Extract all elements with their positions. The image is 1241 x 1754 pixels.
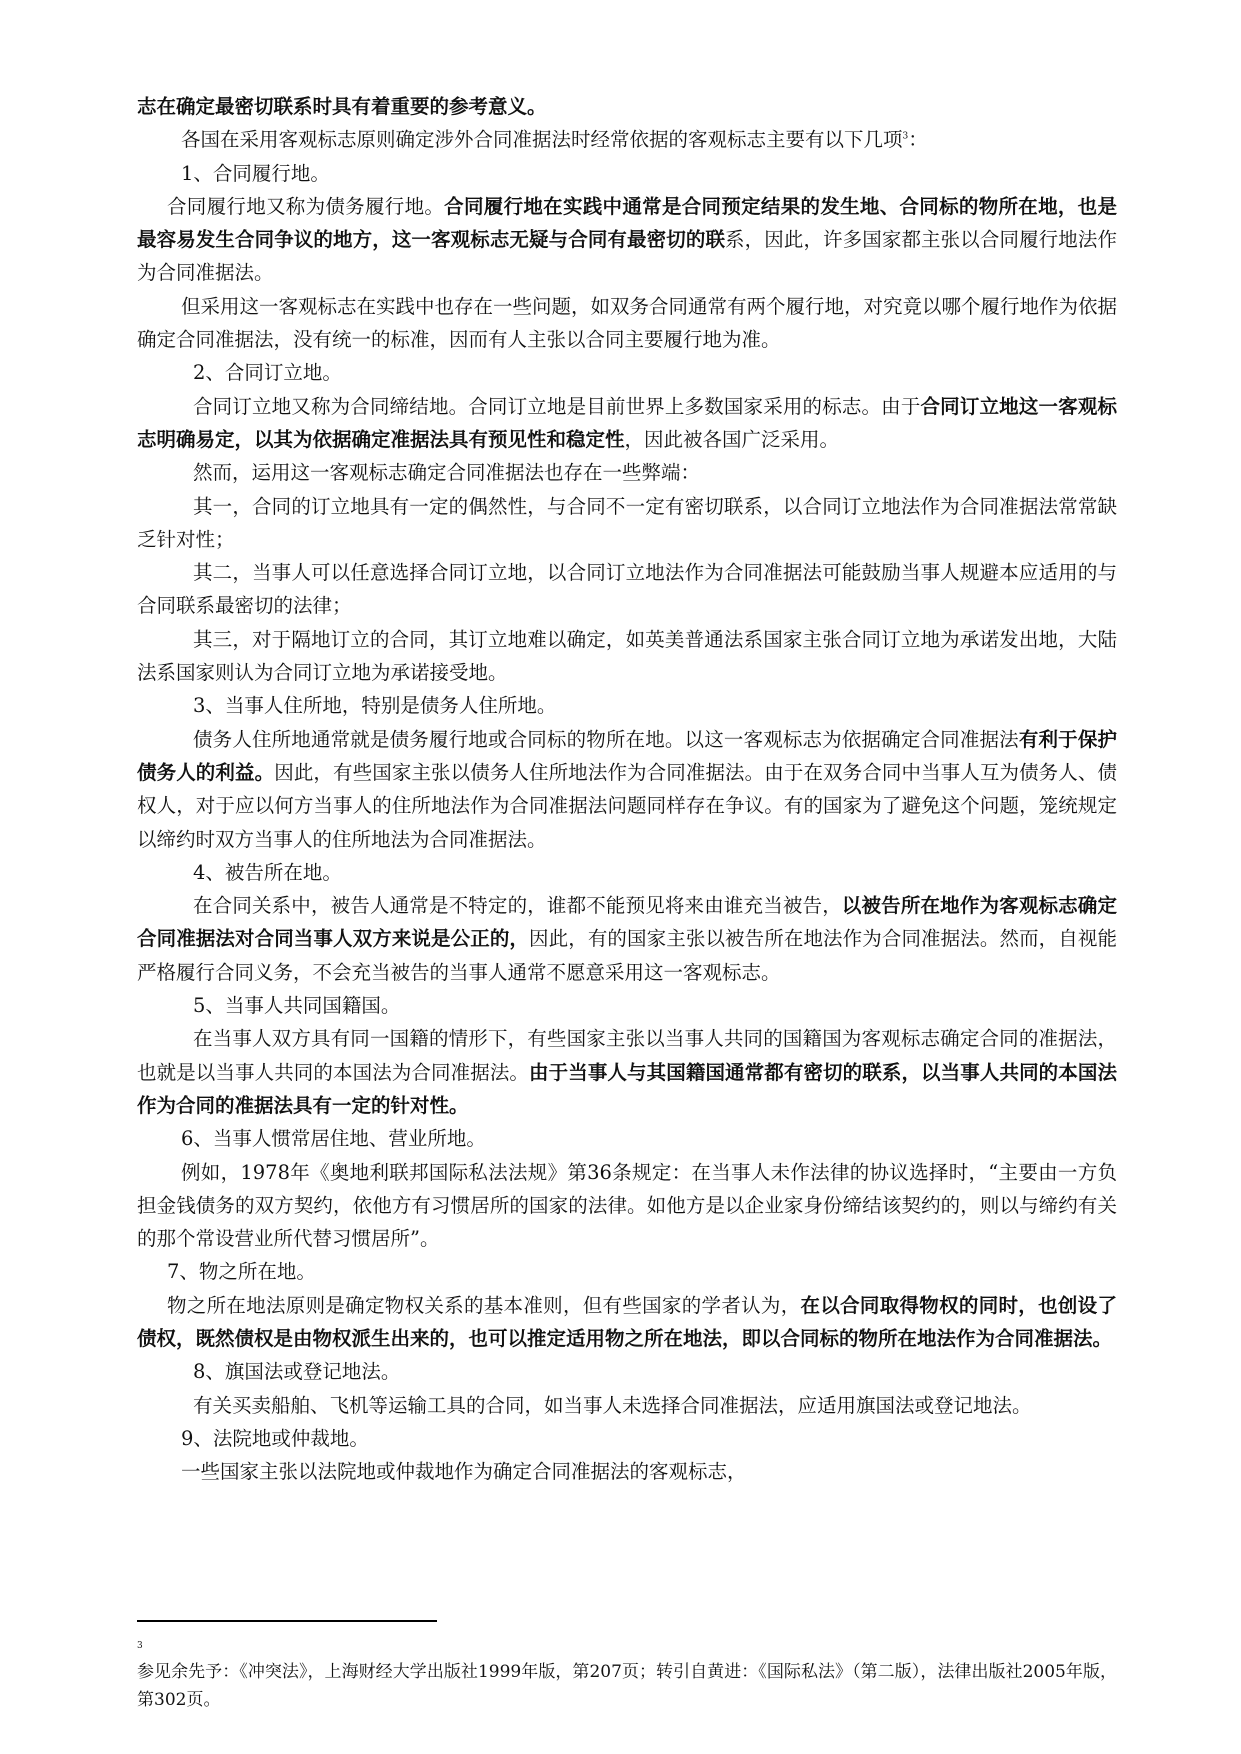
bold-text: 以被告所在地作为客观标志确定合同准据法对合同当事人双方来说是公正的， xyxy=(137,894,1117,951)
text-run: 7、物之所在地。 xyxy=(167,1260,316,1284)
text-run: 2、合同订立地。 xyxy=(193,361,342,385)
paragraph xyxy=(137,90,1117,123)
paragraph xyxy=(137,490,1117,557)
text-run: 8、旗国法或登记地法。 xyxy=(193,1360,401,1384)
paragraph xyxy=(137,1289,1117,1356)
paragraph xyxy=(137,456,1117,489)
paragraph xyxy=(137,190,1117,290)
text-run: 一些国家主张以法院地或仲裁地作为确定合同准据法的客观标志， xyxy=(181,1460,747,1484)
paragraph xyxy=(137,1389,1117,1422)
text-run: 在当事人双方具有同一国籍的情形下，有些国家主张以当事人共同的国籍国为客观标志确定合同的准据法，也就是以当事人共同的本国法为合同准据法。 xyxy=(137,1027,1117,1084)
footnote-mark: 3 xyxy=(137,1641,143,1651)
text-run: 系，因此，许多国家都主张以合同履行地法作为合同准据法。 xyxy=(137,228,1117,285)
text-run: 在合同关系中，被告人通常是不特定的，谁都不能预见将来由谁充当被告， xyxy=(193,894,842,918)
text-run: 1、合同履行地。 xyxy=(181,161,330,185)
paragraph xyxy=(137,1455,1117,1488)
text-run: 其一，合同的订立地具有一定的偶然性，与合同不一定有密切联系，以合同订立地法作为合同准据法常常缺乏针对性； xyxy=(137,494,1117,551)
text-run: 9、法院地或仲裁地。 xyxy=(181,1426,369,1450)
footnote-text: 参见余先予：《冲突法》，上海财经大学出版社1999年版，第207页；转引自黄进：《国际私法》（第二版），法律出版社2005年版，第302页。 xyxy=(137,1662,1117,1710)
paragraph xyxy=(137,723,1117,856)
paragraph xyxy=(137,1355,1117,1388)
bold-text: 有利于保护债务人的利益。 xyxy=(137,727,1117,784)
text-run: 物之所在地法原则是确定物权关系的基本准则，但有些国家的学者认为， xyxy=(167,1293,801,1317)
text-run: 因此，有的国家主张以被告所在地法作为合同准据法。然而，自视能严格履行合同义务，不会充当被告的当事人通常不愿意采用这一客观标志。 xyxy=(137,927,1117,984)
bold-text: 由于当事人与其国籍国通常都有密切的联系，以当事人共同的本国法作为合同的准据法具有一定的针对性。 xyxy=(137,1060,1117,1117)
bold-text: 在以合同取得物权的同时，也创设了债权，既然债权是由物权派生出来的，也可以推定适用物之所在地法，即以合同标的物所在地法作为合同准据法。 xyxy=(137,1293,1117,1350)
paragraph xyxy=(137,556,1117,623)
text-run: 各国在采用客观标志原则确定涉外合同准据法时经常依据的客观标志主要有以下几项 xyxy=(181,128,903,152)
paragraph xyxy=(137,123,1117,156)
text-run: 其三，对于隔地订立的合同，其订立地难以确定，如英美普通法系国家主张合同订立地为承诺发出地，大陆法系国家则认为合同订立地为承诺接受地。 xyxy=(137,627,1117,685)
text-run: 有关买卖船舶、飞机等运输工具的合同，如当事人未选择合同准据法，应适用旗国法或登记地法。 xyxy=(193,1393,1032,1417)
paragraph xyxy=(137,157,1117,190)
text-run: 5、当事人共同国籍国。 xyxy=(193,994,401,1018)
paragraph xyxy=(137,1422,1117,1455)
paragraph xyxy=(137,390,1117,457)
footnote-ref: 3 xyxy=(902,131,909,142)
paragraph xyxy=(137,623,1117,690)
paragraph xyxy=(137,1156,1117,1256)
text-run: ： xyxy=(908,128,928,152)
paragraph xyxy=(137,856,1117,889)
paragraph xyxy=(137,290,1117,357)
text-run: 然而，运用这一客观标志确定合同准据法也存在一些弊端： xyxy=(193,461,701,485)
paragraph xyxy=(137,1022,1117,1122)
paragraph xyxy=(137,889,1117,989)
text-run: ，因此被各国广泛采用。 xyxy=(624,427,840,451)
text-run: 6、当事人惯常居住地、营业所地。 xyxy=(181,1127,486,1151)
footnote-divider xyxy=(137,1620,437,1622)
text-run: 合同履行地又称为债务履行地。 xyxy=(167,194,445,218)
text-run: 债务人住所地通常就是债务履行地或合同标的物所在地。以这一客观标志为依据确定合同准据法 xyxy=(193,727,1019,751)
paragraph xyxy=(137,1122,1117,1155)
paragraph xyxy=(137,689,1117,722)
text-run: 其二，当事人可以任意选择合同订立地，以合同订立地法作为合同准据法可能鼓励当事人规避本应适用的与合同联系最密切的法律； xyxy=(137,561,1117,618)
text-run: 因此，有些国家主张以债务人住所地法作为合同准据法。由于在双务合同中当事人互为债务人、债权人，对于应以何方当事人的住所地法作为合同准据法问题同样存在争议。有的国家为了避免这个问题，笼统规定以缔约时双方当事人的住所地法为合同准据法。 xyxy=(137,760,1117,851)
text-run: 例如，1978年《奥地利联邦国际私法法规》第36条规定：在当事人未作法律的协议选择时，“主要由一方负担金钱债务的双方契约，依他方有习惯居所的国家的法律。如他方是以企业家身份缔结该契约的，则以与缔约有关的那个常设营业所代替习惯居所”。 xyxy=(137,1160,1117,1251)
text-run: 3、当事人住所地，特别是债务人住所地。 xyxy=(193,694,557,718)
body-text xyxy=(137,90,1117,1488)
paragraph xyxy=(137,356,1117,389)
bold-text: 合同履行地在实践中通常是合同预定结果的发生地、合同标的物所在地，也是最容易发生合同争议的地方，这一客观标志无疑与合同有最密切的联 xyxy=(137,194,1117,252)
paragraph xyxy=(137,989,1117,1022)
paragraph xyxy=(137,1255,1117,1288)
text-run: 合同订立地又称为合同缔结地。合同订立地是目前世界上多数国家采用的标志。由于 xyxy=(193,394,921,418)
bold-text: 合同订立地这一客观标志明确易定，以其为依据确定准据法具有预见性和稳定性 xyxy=(137,394,1117,451)
bold-text: 志在确定最密切联系时具有着重要的参考意义。 xyxy=(137,95,547,118)
text-run: 但采用这一客观标志在实践中也存在一些问题，如双务合同通常有两个履行地，对究竟以哪个履行地作为依据确定合同准据法，没有统一的标准，因而有人主张以合同主要履行地为准。 xyxy=(137,294,1118,352)
text-run: 4、被告所在地。 xyxy=(193,860,342,884)
